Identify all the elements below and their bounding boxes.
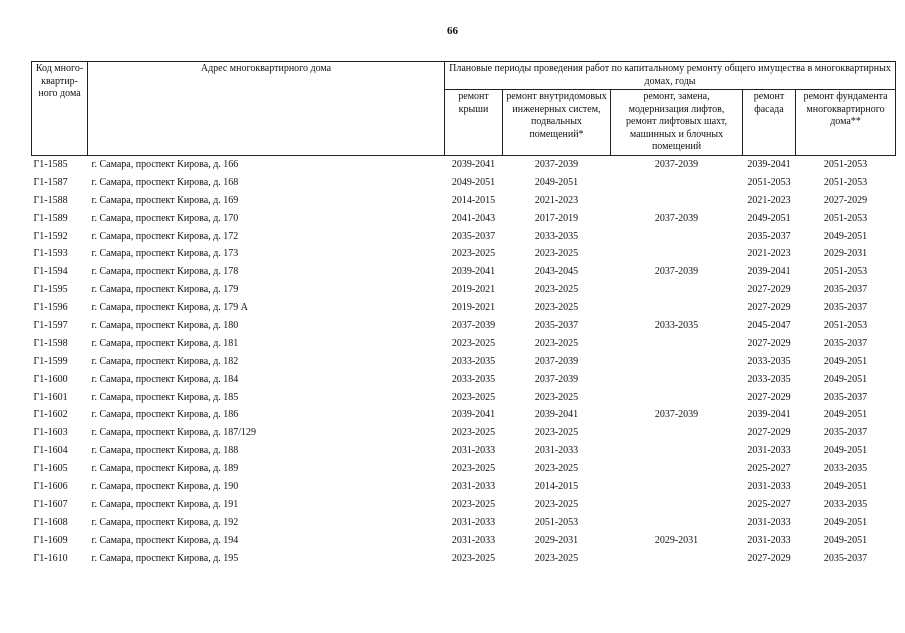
row-address: г. Самара, проспект Кирова, д. 179 А xyxy=(91,302,249,314)
row-elevators xyxy=(611,353,743,371)
row-facade: 2021-2023 xyxy=(747,194,791,206)
row-systems: 2023-2025 xyxy=(534,498,579,510)
row-code: Г1-1605 xyxy=(33,463,68,475)
row-elevators xyxy=(611,442,743,460)
row-facade: 2039-2041 xyxy=(747,266,791,278)
row-facade: 2025-2027 xyxy=(747,463,791,475)
row-elevators xyxy=(611,389,743,407)
row-elevators xyxy=(611,174,743,192)
row-code: Г1-1604 xyxy=(33,445,68,457)
row-foundation: 2049-2051 xyxy=(823,534,868,546)
row-address: г. Самара, проспект Кирова, д. 187/129 xyxy=(91,427,257,439)
row-elevators xyxy=(611,460,743,478)
row-facade: 2049-2051 xyxy=(747,212,791,224)
row-address: г. Самара, проспект Кирова, д. 168 xyxy=(91,176,239,188)
table-row xyxy=(32,335,896,353)
table-row xyxy=(32,245,896,263)
row-foundation: 2035-2037 xyxy=(823,337,868,349)
row-foundation: 2051-2053 xyxy=(823,319,868,331)
row-roof: 2023-2025 xyxy=(451,552,496,564)
row-foundation: 2051-2053 xyxy=(823,176,868,188)
row-systems: 2043-2045 xyxy=(534,266,579,278)
row-roof: 2039-2041 xyxy=(451,409,496,421)
row-elevators: 2037-2039 xyxy=(654,409,699,421)
row-elevators: 2037-2039 xyxy=(654,212,699,224)
row-address: г. Самара, проспект Кирова, д. 173 xyxy=(91,248,239,260)
row-code: Г1-1592 xyxy=(33,230,68,242)
table-row xyxy=(32,514,896,532)
row-code: Г1-1600 xyxy=(33,373,68,385)
row-code: Г1-1608 xyxy=(33,516,68,528)
header-periods: Плановые периоды проведения работ по капитальному ремонту общего имущества в многоквартирных домах, годы xyxy=(445,62,896,90)
row-systems: 2035-2037 xyxy=(534,319,579,331)
row-address: г. Самара, проспект Кирова, д. 185 xyxy=(91,391,239,403)
row-foundation: 2049-2051 xyxy=(823,355,868,367)
row-roof: 2031-2033 xyxy=(451,480,496,492)
table-row xyxy=(32,156,896,174)
row-code: Г1-1594 xyxy=(33,266,68,278)
row-elevators: 2037-2039 xyxy=(654,158,699,170)
row-code: Г1-1597 xyxy=(33,319,68,331)
table-row xyxy=(32,496,896,514)
row-facade: 2027-2029 xyxy=(747,427,791,439)
row-foundation: 2035-2037 xyxy=(823,552,868,564)
row-elevators xyxy=(611,496,743,514)
row-elevators: 2033-2035 xyxy=(654,319,699,331)
row-systems: 2037-2039 xyxy=(534,373,579,385)
row-foundation: 2035-2037 xyxy=(823,302,868,314)
row-foundation: 2035-2037 xyxy=(823,391,868,403)
header-address: Адрес многоквартирного дома xyxy=(88,62,445,156)
row-code: Г1-1593 xyxy=(33,248,68,260)
row-facade: 2051-2053 xyxy=(747,176,791,188)
row-roof: 2033-2035 xyxy=(451,355,496,367)
row-systems: 2023-2025 xyxy=(534,284,579,296)
row-code: Г1-1595 xyxy=(33,284,68,296)
row-roof: 2023-2025 xyxy=(451,427,496,439)
row-foundation: 2049-2051 xyxy=(823,230,868,242)
table-row xyxy=(32,299,896,317)
row-facade: 2033-2035 xyxy=(747,355,791,367)
row-elevators xyxy=(611,192,743,210)
row-address: г. Самара, проспект Кирова, д. 189 xyxy=(91,463,239,475)
row-address: г. Самара, проспект Кирова, д. 195 xyxy=(91,552,239,564)
row-address: г. Самара, проспект Кирова, д. 169 xyxy=(91,194,239,206)
table-row xyxy=(32,371,896,389)
row-elevators xyxy=(611,424,743,442)
row-address: г. Самара, проспект Кирова, д. 190 xyxy=(91,480,239,492)
row-roof: 2049-2051 xyxy=(451,176,496,188)
row-elevators xyxy=(611,335,743,353)
header-roof: ремонт крыши xyxy=(445,90,503,156)
row-roof: 2023-2025 xyxy=(451,248,496,260)
row-facade: 2045-2047 xyxy=(747,319,791,331)
row-roof: 2031-2033 xyxy=(451,445,496,457)
row-facade: 2031-2033 xyxy=(747,480,791,492)
row-code: Г1-1596 xyxy=(33,302,68,314)
row-systems: 2023-2025 xyxy=(534,302,579,314)
row-address: г. Самара, проспект Кирова, д. 180 xyxy=(91,319,239,331)
table-row xyxy=(32,460,896,478)
row-systems: 2033-2035 xyxy=(534,230,579,242)
row-code: Г1-1603 xyxy=(33,427,68,439)
row-code: Г1-1602 xyxy=(33,409,68,421)
row-address: г. Самара, проспект Кирова, д. 170 xyxy=(91,212,239,224)
row-code: Г1-1610 xyxy=(33,552,68,564)
row-systems: 2023-2025 xyxy=(534,552,579,564)
row-systems: 2017-2019 xyxy=(534,212,579,224)
row-foundation: 2049-2051 xyxy=(823,445,868,457)
row-systems: 2031-2033 xyxy=(534,445,579,457)
row-systems: 2023-2025 xyxy=(534,463,579,475)
row-roof: 2039-2041 xyxy=(451,158,496,170)
row-systems: 2023-2025 xyxy=(534,248,579,260)
row-systems: 2049-2051 xyxy=(534,176,579,188)
row-elevators xyxy=(611,281,743,299)
row-elevators xyxy=(611,245,743,263)
row-facade: 2031-2033 xyxy=(747,534,791,546)
row-address: г. Самара, проспект Кирова, д. 166 xyxy=(91,158,239,170)
row-roof: 2031-2033 xyxy=(451,516,496,528)
row-roof: 2023-2025 xyxy=(451,391,496,403)
row-elevators xyxy=(611,478,743,496)
row-systems: 2021-2023 xyxy=(534,194,579,206)
table-row xyxy=(32,263,896,281)
table-row xyxy=(32,192,896,210)
row-foundation: 2049-2051 xyxy=(823,480,868,492)
row-roof: 2035-2037 xyxy=(451,230,496,242)
row-code: Г1-1588 xyxy=(33,194,68,206)
row-elevators xyxy=(611,550,743,568)
row-facade: 2039-2041 xyxy=(747,409,791,421)
row-facade: 2027-2029 xyxy=(747,337,791,349)
row-systems: 2039-2041 xyxy=(534,409,579,421)
table-row xyxy=(32,550,896,568)
row-code: Г1-1585 xyxy=(33,158,68,170)
row-address: г. Самара, проспект Кирова, д. 188 xyxy=(91,445,239,457)
row-facade: 2027-2029 xyxy=(747,391,791,403)
row-roof: 2023-2025 xyxy=(451,337,496,349)
row-address: г. Самара, проспект Кирова, д. 194 xyxy=(91,534,239,546)
row-elevators xyxy=(611,514,743,532)
row-foundation: 2049-2051 xyxy=(823,516,868,528)
table-row xyxy=(32,389,896,407)
row-roof: 2023-2025 xyxy=(451,463,496,475)
table-row xyxy=(32,442,896,460)
row-roof: 2039-2041 xyxy=(451,266,496,278)
table-row xyxy=(32,406,896,424)
row-systems: 2023-2025 xyxy=(534,391,579,403)
row-address: г. Самара, проспект Кирова, д. 172 xyxy=(91,230,239,242)
row-roof: 2031-2033 xyxy=(451,534,496,546)
row-roof: 2037-2039 xyxy=(451,319,496,331)
row-foundation: 2033-2035 xyxy=(823,498,868,510)
row-systems: 2037-2039 xyxy=(534,355,579,367)
row-roof: 2041-2043 xyxy=(451,212,496,224)
row-address: г. Самара, проспект Кирова, д. 191 xyxy=(91,498,239,510)
row-elevators xyxy=(611,228,743,246)
row-elevators: 2029-2031 xyxy=(654,534,699,546)
row-roof: 2014-2015 xyxy=(451,194,496,206)
table-row xyxy=(32,532,896,550)
header-code: Код много-квартир-ного дома xyxy=(32,62,88,156)
table-row xyxy=(32,281,896,299)
header-facade: ремонт фасада xyxy=(743,90,796,156)
row-code: Г1-1606 xyxy=(33,480,68,492)
row-facade: 2025-2027 xyxy=(747,498,791,510)
row-elevators xyxy=(611,299,743,317)
row-facade: 2031-2033 xyxy=(747,516,791,528)
row-facade: 2035-2037 xyxy=(747,230,791,242)
row-code: Г1-1589 xyxy=(33,212,68,224)
row-address: г. Самара, проспект Кирова, д. 192 xyxy=(91,516,239,528)
row-systems: 2014-2015 xyxy=(534,480,579,492)
row-systems: 2051-2053 xyxy=(534,516,579,528)
row-foundation: 2029-2031 xyxy=(823,248,868,260)
row-foundation: 2049-2051 xyxy=(823,409,868,421)
row-facade: 2033-2035 xyxy=(747,373,791,385)
row-address: г. Самара, проспект Кирова, д. 182 xyxy=(91,355,239,367)
row-systems: 2023-2025 xyxy=(534,427,579,439)
row-facade: 2027-2029 xyxy=(747,552,791,564)
row-code: Г1-1587 xyxy=(33,176,68,188)
row-foundation: 2035-2037 xyxy=(823,284,868,296)
row-facade: 2027-2029 xyxy=(747,302,791,314)
row-roof: 2023-2025 xyxy=(451,498,496,510)
row-address: г. Самара, проспект Кирова, д. 181 xyxy=(91,337,239,349)
row-facade: 2039-2041 xyxy=(747,158,791,170)
row-foundation: 2027-2029 xyxy=(823,194,868,206)
row-code: Г1-1607 xyxy=(33,498,68,510)
header-elevators: ремонт, замена, модернизация лифтов, ремонт лифтовых шахт, машинных и блочных помещений xyxy=(611,90,743,156)
row-address: г. Самара, проспект Кирова, д. 184 xyxy=(91,373,239,385)
table-row xyxy=(32,478,896,496)
table-row xyxy=(32,174,896,192)
table-row xyxy=(32,424,896,442)
row-facade: 2021-2023 xyxy=(747,248,791,260)
row-elevators: 2037-2039 xyxy=(654,266,699,278)
row-foundation: 2051-2053 xyxy=(823,158,868,170)
row-foundation: 2033-2035 xyxy=(823,463,868,475)
header-foundation: ремонт фундамента многоквартирного дома** xyxy=(796,90,896,156)
row-foundation: 2035-2037 xyxy=(823,427,868,439)
row-roof: 2019-2021 xyxy=(451,302,496,314)
row-systems: 2023-2025 xyxy=(534,337,579,349)
row-facade: 2027-2029 xyxy=(747,284,791,296)
repair-schedule-table xyxy=(31,61,896,567)
row-foundation: 2051-2053 xyxy=(823,266,868,278)
row-address: г. Самара, проспект Кирова, д. 179 xyxy=(91,284,239,296)
table-header xyxy=(32,62,896,156)
row-code: Г1-1598 xyxy=(33,337,68,349)
table-body xyxy=(32,156,896,568)
row-code: Г1-1601 xyxy=(33,391,68,403)
row-address: г. Самара, проспект Кирова, д. 186 xyxy=(91,409,239,421)
header-systems: ремонт внутридомовых инженерных систем, подвальных помещений* xyxy=(503,90,611,156)
table-row xyxy=(32,353,896,371)
row-roof: 2019-2021 xyxy=(451,284,496,296)
row-address: г. Самара, проспект Кирова, д. 178 xyxy=(91,266,239,278)
row-elevators xyxy=(611,371,743,389)
row-facade: 2031-2033 xyxy=(747,445,791,457)
row-foundation: 2051-2053 xyxy=(823,212,868,224)
table-row xyxy=(32,210,896,228)
table-row xyxy=(32,317,896,335)
row-roof: 2033-2035 xyxy=(451,373,496,385)
table-row xyxy=(32,228,896,246)
row-code: Г1-1609 xyxy=(33,534,68,546)
page-number: 66 xyxy=(447,25,458,37)
row-foundation: 2049-2051 xyxy=(823,373,868,385)
row-systems: 2037-2039 xyxy=(534,158,579,170)
row-systems: 2029-2031 xyxy=(534,534,579,546)
row-code: Г1-1599 xyxy=(33,355,68,367)
